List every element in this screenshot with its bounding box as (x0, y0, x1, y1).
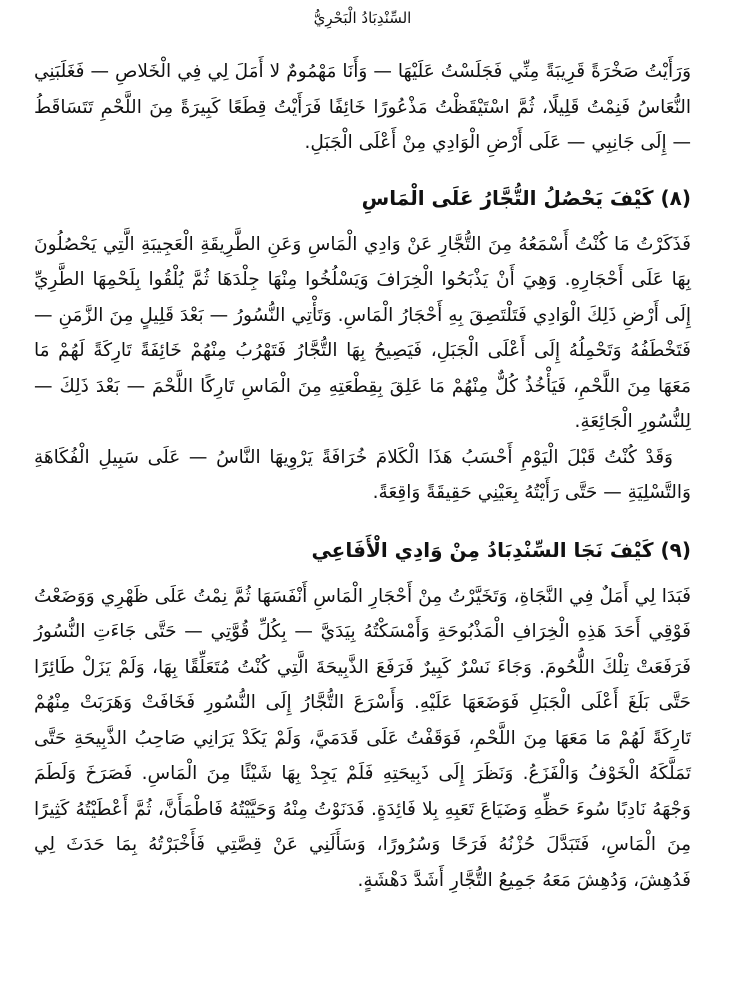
paragraph-escape: فَبَدَا لِي أَمَلٌ فِي النَّجَاةِ، وَتَخَيَّرْتُ مِنْ أَحْجَارِ الْمَاسِ أَنْفَسَهَا ثُمَّ نِمْتُ عَلَى ظَهْرِي وَوَضَعْتُ فَوْقِي أَحَدَ هَذِهِ الْخِرَافِ الْمَذْبُوحَةِ وَأَمْسَكْتُهُ بِيَدَيَّ — بِكُلِّ قُوَّتِي — حَتَّى جَاءَتِ النُّسُورُ فَرَفَعَتْ تِلْكَ اللُّحُومَ. وَجَاءَ نَسْرٌ كَبِيرٌ فَرَفَعَ الذَّبِيحَةَ الَّتِي كُنْتُ مُتَعَلِّقًا بِهَا، وَلَمْ يَزَلْ طَائِرًا حَتَّى بَلَغَ أَعْلَى الْجَبَلِ فَوَضَعَهَا عَلَيْهِ. وَأَسْرَعَ التُّجَّارُ إِلَى النُّسُورِ فَخَافَتْ وَهَرَبَتْ مِنْهُمْ تَارِكَةً لَهُمْ مَا مَعَهَا مِنَ اللَّحْمِ، فَوَقَفْتُ عَلَى قَدَمَيَّ، وَلَمْ يَكَدْ يَرَانِي صَاحِبُ الذَّبِيحَةِ حَتَّى تَمَلَّكَهُ الْخَوْفُ وَالْفَزَعُ. وَنَظَرَ إِلَى ذَبِيحَتِهِ فَلَمْ يَجِدْ بِهَا شَيْئًا مِنَ الْمَاسِ. فَصَرَخَ وَلَطَمَ وَجْهَهُ نَادِبًا سُوءَ حَظِّهِ وَضَيَاعَ تَعَبِهِ بِلا فَائِدَةٍ. فَدَنَوْتُ مِنْهُ وَحَيَّيْتُهُ فَاطْمَأَنَّ، ثُمَّ أَعْطَيْتُهُ كَثِيرًا مِنَ الْمَاسِ، فَتَبَدَّلَ حُزْنُهُ فَرَحًا وَسُرُورًا، وَسَأَلَنِي عَنْ قِصَّتِي فَأَخْبَرْتُهُ بِمَا حَدَثَ لِي فَدُهِشَ، وَدُهِشَ مَعَهُ جَمِيعُ التُّجَّارِ أَشَدَّ دَهْشَةٍ. (34, 585, 691, 891)
paragraph-diamond-method: فَذَكَرْتُ مَا كُنْتُ أَسْمَعُهُ مِنَ التُّجَّارِ عَنْ وَادِي الْمَاسِ وَعَنِ الطَّرِيقَةِ الْعَجِيبَةِ الَّتِي يَحْصُلُونَ بِهَا عَلَى أَحْجَارِهِ. وَهِيَ أَنْ يَذْبَحُوا الْخِرَافَ وَيَسْلُخُوا مِنْهَا جِلْدَهَا ثُمَّ يُلْقُوا بِلَحْمِهَا الطَّرِيِّ إِلَى أَرْضِ ذَلِكَ الْوَادِي فَتَلْتَصِقَ بِهِ أَحْجَارُ الْمَاسِ. وَتَأْتِي النُّسُورُ — بَعْدَ قَلِيلٍ مِنَ الزَّمَنِ — فَتَخْطَفُهُ وَتَحْمِلُهُ إِلَى أَعْلَى الْجَبَلِ، فَيَصِيحُ بِهَا التُّجَّارُ فَتَهْرُبُ مِنْهُمْ خَائِفَةً تَارِكَةً لَهُمْ مَا مَعَهَا مِنَ اللَّحْمِ، فَيَأْخُذُ كُلٌّ مِنْهُمْ مَا عَلِقَ بِقِطْعَتِهِ مِنَ الْمَاسِ تَارِكًا اللَّحْمَ — بَعْدَ ذَلِكَ — لِلنُّسُورِ الْجَائِعَةِ. (34, 233, 691, 432)
paragraph-legend-true: وَقَدْ كُنْتُ قَبْلَ الْيَوْمِ أَحْسَبُ هَذَا الْكَلامَ خُرَافَةً يَرْوِيهَا النَّاسُ — عَلَى سَبِيلِ الْفُكَاهَةِ وَالتَّسْلِيَةِ — حَتَّى رَأَيْتُهُ بِعَيْنِي حَقِيقَةً وَاقِعَةً. (34, 446, 691, 503)
section-heading-9: (٩) كَيْفَ نَجَا السِّنْدِبَادُ مِنْ وَادِي الْأَفَاعِي (311, 537, 691, 562)
paragraph-valley-rock: وَرَأَيْتُ صَخْرَةً قَرِيبَةً مِنِّي فَجَلَسْتُ عَلَيْهَا — وَأَنَا مَهْمُومٌ لا أَمَلَ لِي فِي الْخَلاصِ — فَغَلَبَنِي النُّعَاسُ فَنِمْتُ قَلِيلًا، ثُمَّ اسْتَيْقَظْتُ مَذْعُورًا خَائِفًا فَرَأَيْتُ قِطَعًا كَبِيرَةً مِنَ اللَّحْمِ تَتَسَاقَطُ — إِلَى جَانِبِي — عَلَى أَرْضِ الْوَادِي مِنْ أَعْلَى الْجَبَلِ. (34, 61, 691, 153)
running-header: السِّنْدِبَادُ الْبَحْرِيُّ (313, 9, 412, 27)
section-heading-8: (٨) كَيْفَ يَحْصُلُ التُّجَّارُ عَلَى الْمَاسِ (361, 185, 691, 210)
